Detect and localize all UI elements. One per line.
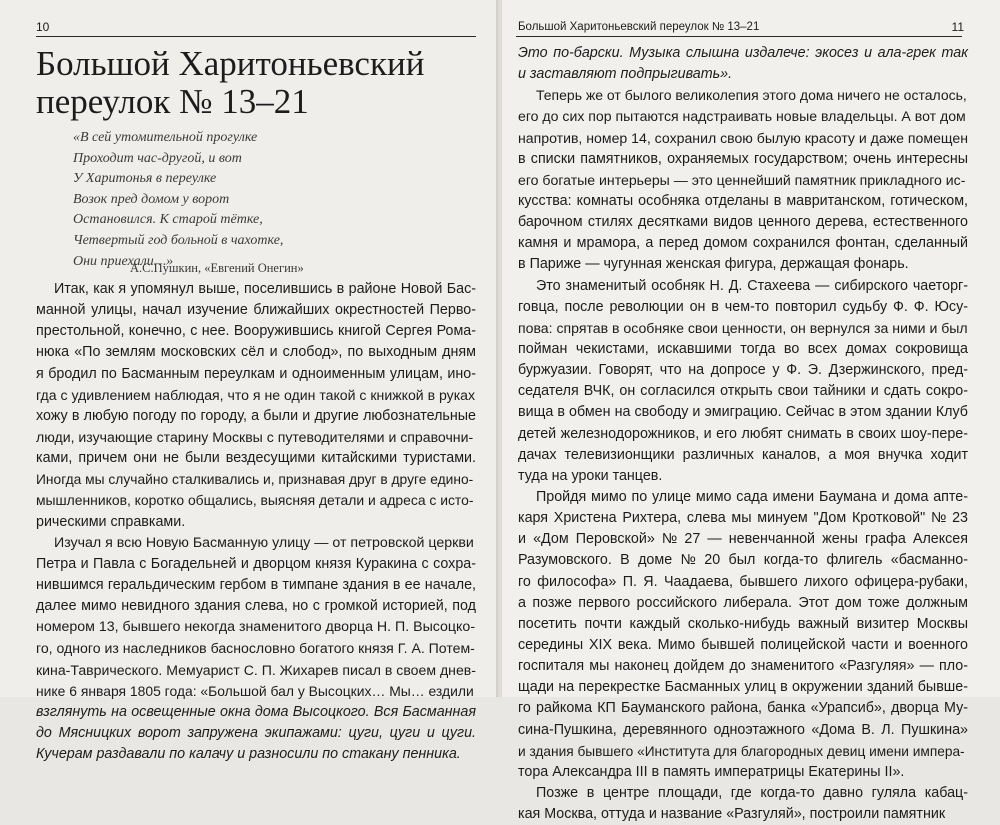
text-line: а позже первого российского либерала. Этот дом тоже должным xyxy=(518,594,968,611)
body-text xyxy=(36,279,476,765)
text-line: Разумовского. В доме № 20 был когда-то флигель «басманно- xyxy=(518,552,968,569)
right-page xyxy=(502,0,1000,823)
chapter-title: Большой Харитоньевский переулок № 13–21 xyxy=(36,44,425,121)
epigraph-line: Они приехали…» xyxy=(73,253,174,269)
text-line: люди, изучающие старину Москвы с путеводителями и справочни- xyxy=(36,428,474,445)
text-line: его до сих пор пытаются надстраивать новые владельцы. А вот дом xyxy=(518,108,966,125)
text-line: го райкома КП Бауманского района, банка «Урапсиб», дворца Му- xyxy=(518,700,968,717)
text-line: рическими справками. xyxy=(36,513,186,530)
text-line: в Париже — чугунная женская фигура, держащая фонарь. xyxy=(518,256,909,273)
epigraph xyxy=(73,128,373,272)
text-line: номером 13, бывшего некогда знаменитого дворца Н. П. Высоцко- xyxy=(36,619,476,636)
text-line: вища в обмен на свободу и эмиграцию. Сейчас в этом здании Клуб xyxy=(518,404,968,421)
text-line: го философа» П. Я. Чаадаева, бывшего лихого офицера-рубаки, xyxy=(518,573,968,590)
text-line: дачах телевизионщики различных каналов, а моя внучка ходит xyxy=(518,446,968,463)
text-line: говца, после революции он в чем-то повторил судьбу Ф. Ф. Юсу- xyxy=(518,298,968,315)
text-line: и «Дом Перовской» № 27 — невенчанной жены графа Алексея xyxy=(518,531,968,548)
text-line: до Мясницких ворот запружена экипажами: цуги, цуги и цуги. xyxy=(36,724,476,741)
text-line: нике 6 января 1805 года: «Большой бал у Высоцких… Мы… ездили xyxy=(36,682,474,699)
text-line: пова: спрятав в особняке свои ценности, он вернулся за ними и был xyxy=(518,319,968,336)
text-line: и заставляют подпрыгивать». xyxy=(518,66,733,83)
text-line: манной улицы, начал изучение ближайших окрестностей Перво- xyxy=(36,302,476,319)
body-text xyxy=(518,43,968,825)
epigraph-line: У Харитонья в переулке xyxy=(73,171,217,187)
text-line: Петра и Павла с Богадельней и дворцом князя Куракина с сохра- xyxy=(36,555,476,572)
header-rule xyxy=(36,36,476,37)
text-line: кусства: комнаты особняка отделаны в мавританском, готическом, xyxy=(518,192,968,209)
epigraph-line: «В сей утомительной прогулке xyxy=(73,130,258,145)
text-line: седателя ВЧК, он согласился открыть свои тайники и сдать сокро- xyxy=(518,383,968,400)
text-line: середины XIX века. Мимо бывшей полицейской части и военного xyxy=(518,636,968,653)
text-line: далее мимо невидного здания слева, но с громкой историей, под xyxy=(36,598,476,615)
text-line: Это по-барски. Музыка слышна издалече: экосез и ала-грек так xyxy=(518,45,968,61)
epigraph-line: Возок пред домом у ворот xyxy=(73,191,230,207)
page-number: 10 xyxy=(36,20,50,34)
epigraph-attribution: А.С.Пушкин, «Евгений Онегин» xyxy=(130,261,304,275)
text-line: престольной, конечно, с нее. Вооружившись книгой Сергея Рома- xyxy=(36,323,476,340)
text-line: Это знаменитый особняк Н. Д. Стахеева — сибирского чаеторг- xyxy=(536,277,968,294)
left-page xyxy=(0,0,498,763)
text-line: Позже в центре площади, где когда-то давно гуляла кабац- xyxy=(536,784,968,801)
text-line: Пройдя мимо по улице мимо сада имени Баумана и дома апте- xyxy=(536,488,968,505)
text-line: барочном стилях десятками видов ценного дерева, естественного xyxy=(518,214,968,231)
epigraph-line: Четвертый год больной в чахотке, xyxy=(73,232,284,248)
text-line: Изучал я всю Новую Басманную улицу — от петровской церкви xyxy=(54,534,474,551)
text-line: туда на уроки танцев. xyxy=(518,467,663,484)
text-line: гда с удивлением наблюдая, что я не один такой с книжкой в руках xyxy=(36,386,476,403)
text-line: и здания бывшего «Института для благородных девиц имени импера- xyxy=(518,743,965,759)
epigraph-line: Проходит час-другой, и вот xyxy=(73,150,242,166)
text-line: кая Москва, оттуда и название «Разгуляй», построили памятник xyxy=(518,806,946,823)
text-line: буржуазии. Говорят, что на допросе у Ф. Э. Дзержинского, пред- xyxy=(518,362,968,379)
text-line: каря Христена Рихтера, слева мы минуем "Дом Кротковой" № 23 xyxy=(518,510,968,527)
header-rule xyxy=(516,36,962,37)
text-line: хожу в любую погоду по городу, а были и другие любознательные xyxy=(36,407,476,424)
text-line: в списки памятников, охраняемых государством; очень интересны xyxy=(518,150,968,167)
text-line: Итак, как я упомянул выше, поселившись в районе Новой Бас- xyxy=(54,281,476,297)
text-line: Теперь же от былого великолепия этого дома ничего не осталось, xyxy=(536,87,967,104)
text-line: взглянуть на освещенные окна дома Высоцкого. Вся Басманная xyxy=(36,703,476,720)
text-line: детей железнодорожников, и его любят снимать в своих шоу-пере- xyxy=(518,425,968,442)
text-line: кина-Таврического. Мемуарист С. П. Жихарев писал в своем днев- xyxy=(36,661,476,678)
text-line: сина-Пушкина, деревянного одноэтажного «Дома В. Л. Пушкина» xyxy=(518,721,968,738)
text-line: камня и мрамора, а перед домом сохранился фонтан, сделанный xyxy=(518,235,968,252)
text-line: его богатые интерьеры — это ценнейший памятник прикладного ис- xyxy=(518,171,966,188)
text-line: госпиталя мы наконец дойдем до знаменитого «Разгуляя» — пло- xyxy=(518,658,968,675)
text-line: я бродил по Басманным переулкам и одноименным улицам, ино- xyxy=(36,365,476,382)
text-line: ками, причем они не были вездесущими китайскими туристами. xyxy=(36,450,476,467)
text-line: нившимся геральдическим гербом в тимпане здания в ее начале, xyxy=(36,576,476,593)
text-line: го, одного из наследников баснословно богатого князя Г. А. Потем- xyxy=(36,640,475,657)
epigraph-line: Остановился. К старой тётке, xyxy=(73,212,263,228)
running-head: Большой Харитоньевский переулок № 13–21 xyxy=(518,21,760,33)
text-line: тора Александра III в память императрицы Екатерины II». xyxy=(518,763,905,780)
text-line: щади на перекрестке Басманных улиц в окружении зданий бывше- xyxy=(518,679,968,696)
text-line: посетить почти каждый сколько-нибудь важный визитер Москвы xyxy=(518,615,968,632)
text-line: мышленников, коротко общались, выясняя детали и адреса с исто- xyxy=(36,492,474,509)
text-line: нюка «По землям московских сёл и слобод», по выходным дням xyxy=(36,344,476,361)
text-line: Иногда мы случайно сталкивались и, признавая друг в друге едино- xyxy=(36,472,474,488)
text-line: напротив, номер 14, сохранил свою былую красоту и даже помещен xyxy=(518,129,968,146)
page-number: 11 xyxy=(951,20,964,34)
text-line: пойман чекистами, искавшими тогда во всех домах сокровища xyxy=(518,340,968,357)
text-line: Кучерам раздавали по калачу и разносили по стакану пенника. xyxy=(36,746,461,763)
